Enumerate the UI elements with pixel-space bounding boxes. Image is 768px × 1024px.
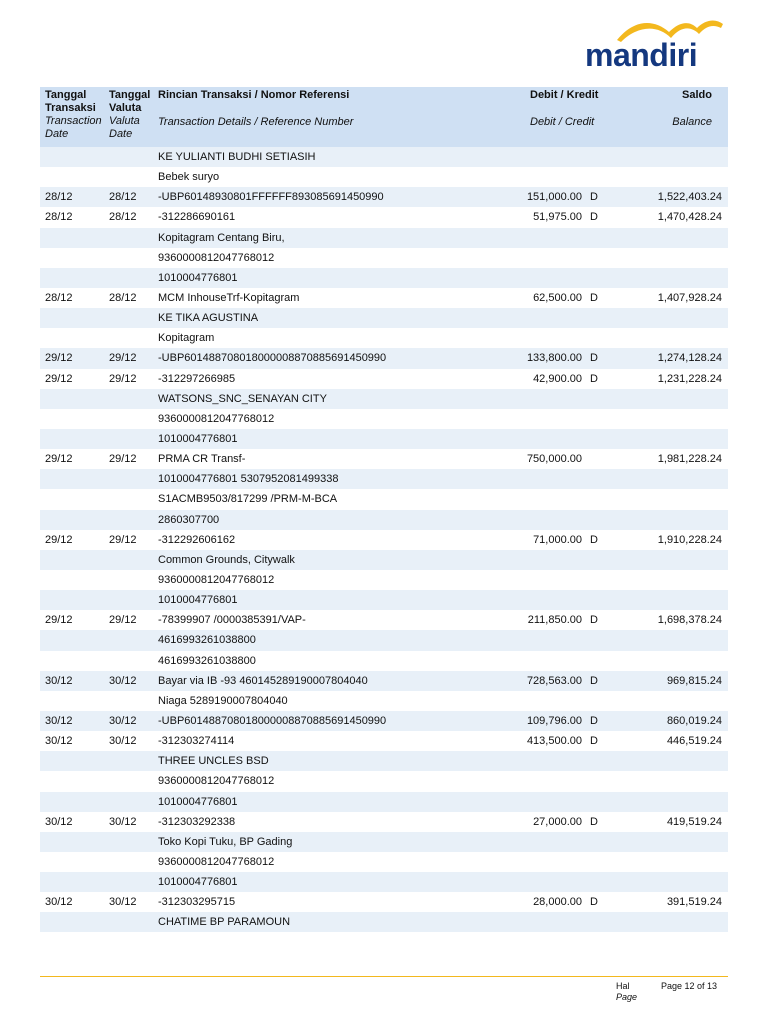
table-row (40, 510, 728, 530)
row-date: 30/12 (45, 674, 73, 687)
footer-hal: Hal Page (616, 981, 638, 1002)
row-amount: 71,000.00 (533, 533, 582, 546)
row-date: 30/12 (45, 714, 73, 727)
row-description: 1010004776801 (158, 876, 238, 889)
row-amount: 51,975.00 (533, 211, 582, 224)
table-row (40, 369, 728, 389)
row-description: KE YULIANTI BUDHI SETIASIH (158, 151, 316, 163)
row-amount: 750,000.00 (526, 453, 582, 466)
row-description: 1010004776801 5307952081499338 (158, 473, 339, 486)
table-row (40, 630, 728, 650)
row-description: PRMA CR Transf- (158, 453, 246, 466)
row-valuta-date: 28/12 (109, 291, 137, 304)
row-debit-credit-flag: D (590, 191, 598, 204)
row-description: KE TIKA AGUSTINA (158, 312, 259, 325)
row-description: 1010004776801 (158, 271, 238, 284)
row-valuta-date: 30/12 (109, 674, 137, 687)
table-row (40, 530, 728, 550)
mandiri-logo (585, 16, 725, 73)
row-valuta-date: 30/12 (109, 815, 137, 828)
row-description: -312286690161 (158, 211, 236, 224)
table-row (40, 671, 728, 691)
table-row (40, 792, 728, 812)
row-amount: 151,000.00 (526, 191, 582, 204)
row-date: 28/12 (45, 191, 73, 204)
row-balance: 969,815.24 (666, 674, 722, 687)
table-row (40, 228, 728, 248)
row-description: 1010004776801 (158, 594, 238, 607)
table-row (40, 167, 728, 187)
row-description: WATSONS_SNC_SENAYAN CITY (158, 392, 327, 405)
row-description: 2860307700 (158, 513, 220, 526)
row-balance: 1,274,128.24 (657, 352, 722, 365)
row-description: S1ACMB9503/817299 /PRM-M-BCA (158, 493, 338, 506)
footer-divider (40, 976, 728, 977)
table-row (40, 570, 728, 590)
row-description: -312303274114 (158, 735, 235, 748)
table-row (40, 812, 728, 832)
row-amount: 27,000.00 (533, 815, 582, 828)
row-debit-credit-flag: D (590, 372, 598, 385)
row-amount: 413,500.00 (526, 735, 582, 748)
row-valuta-date: 29/12 (109, 614, 137, 627)
row-debit-credit-flag: D (590, 674, 598, 687)
table-row (40, 288, 728, 308)
row-valuta-date: 28/12 (109, 211, 137, 224)
row-description: Bebek suryo (158, 171, 220, 184)
table-row (40, 449, 728, 469)
row-debit-credit-flag: D (590, 714, 598, 727)
row-description: -312297266985 (158, 372, 236, 385)
logo-text: mandiri (585, 37, 698, 73)
table-header (40, 87, 728, 147)
row-debit-credit-flag: D (590, 291, 598, 304)
table-row (40, 711, 728, 731)
table-row (40, 389, 728, 409)
header-tanggal-valuta: Tanggal Valuta Valuta Date (109, 89, 151, 140)
transaction-table (40, 147, 728, 932)
row-amount: 133,800.00 (526, 352, 582, 365)
row-balance: 1,910,228.24 (657, 533, 722, 546)
row-description: 9360000812047768012 (158, 412, 275, 425)
table-row (40, 590, 728, 610)
header-rincian: Rincian Transaksi / Nomor Referensi Transaction Details / Reference Number (158, 89, 354, 128)
row-balance: 446,519.24 (666, 735, 722, 748)
table-row (40, 308, 728, 328)
table-row (40, 691, 728, 711)
row-date: 29/12 (45, 453, 73, 466)
row-description: 4616993261038800 (158, 634, 256, 647)
table-row (40, 892, 728, 912)
row-amount: 62,500.00 (533, 291, 582, 304)
row-description: 4616993261038800 (158, 654, 256, 667)
row-description: -UBP60148870801800000887088569145099​0 (158, 714, 387, 727)
row-debit-credit-flag: D (590, 352, 598, 365)
row-date: 29/12 (45, 352, 73, 365)
table-row (40, 348, 728, 368)
row-valuta-date: 30/12 (109, 735, 137, 748)
row-description: 9360000812047768012 (158, 855, 275, 868)
row-description: -312303292338 (158, 815, 236, 828)
row-description: -312303295715 (158, 896, 236, 909)
table-row (40, 852, 728, 872)
row-description: 9360000812047768012 (158, 775, 275, 788)
table-row (40, 429, 728, 449)
page-number: Page 12 of 13 (661, 981, 718, 991)
row-valuta-date: 30/12 (109, 896, 137, 909)
table-row (40, 187, 728, 207)
row-description: MCM InhouseTrf-Kopitagram (158, 291, 300, 304)
row-date: 30/12 (45, 735, 73, 748)
row-date: 29/12 (45, 372, 73, 385)
row-balance: 391,519.24 (666, 896, 722, 909)
row-debit-credit-flag: D (590, 211, 598, 224)
row-balance: 860,019.24 (666, 714, 722, 727)
row-amount: 728,563.00 (526, 674, 582, 687)
table-row (40, 147, 728, 167)
row-description: 9360000812047768012 (158, 573, 275, 586)
row-debit-credit-flag: D (590, 896, 598, 909)
row-description: Toko Kopi Tuku, BP Gading (158, 835, 293, 848)
row-balance: 1,470,428.24 (657, 211, 722, 224)
table-row (40, 409, 728, 429)
row-date: 30/12 (45, 815, 73, 828)
row-valuta-date: 29/12 (109, 372, 137, 385)
row-balance: 1,698,378.24 (657, 614, 722, 627)
row-description: CHATIME BP PARAMOUN (158, 916, 291, 929)
row-description: 1010004776801 (158, 795, 238, 808)
row-description: -UBP60148870801800000887088569145099​0 (158, 352, 387, 365)
row-valuta-date: 29/12 (109, 352, 137, 365)
row-balance: 1,231,228.24 (657, 372, 722, 385)
row-description: -78399907 /0000385391/VAP- (158, 614, 306, 627)
row-description: -312292606162 (158, 533, 236, 546)
row-date: 28/12 (45, 291, 73, 304)
table-row (40, 832, 728, 852)
row-valuta-date: 28/12 (109, 191, 137, 204)
row-description: Niaga 5289190007804040 (158, 694, 288, 707)
row-valuta-date: 29/12 (109, 453, 137, 466)
row-date: 28/12 (45, 211, 73, 224)
row-debit-credit-flag: D (590, 815, 598, 828)
table-row (40, 872, 728, 892)
row-valuta-date: 29/12 (109, 533, 137, 546)
row-debit-credit-flag: D (590, 735, 598, 748)
header-tanggal-transaksi: Tanggal Transaksi Transaction Date (45, 89, 102, 140)
row-description: Kopitagram (158, 332, 215, 345)
row-date: 30/12 (45, 896, 73, 909)
row-description: Bayar via IB -93 460145289190007804040 (158, 674, 368, 687)
table-row (40, 328, 728, 348)
row-description: 1010004776801 (158, 432, 238, 445)
row-date: 29/12 (45, 614, 73, 627)
table-row (40, 489, 728, 509)
table-row (40, 268, 728, 288)
table-row (40, 651, 728, 671)
table-row (40, 469, 728, 489)
table-row (40, 751, 728, 771)
row-balance: 1,981,228.24 (657, 453, 722, 466)
row-balance: 1,407,928.24 (657, 291, 722, 304)
row-debit-credit-flag: D (590, 533, 598, 546)
row-description: Common Grounds, Citywalk (158, 553, 295, 566)
row-description: Kopitagram Centang Biru, (158, 231, 285, 244)
table-row (40, 550, 728, 570)
row-description: -UBP60148930801FFFFFF893085691450990 (158, 191, 384, 204)
header-debit-kredit: Debit / Kredit Debit / Credit (530, 89, 599, 128)
row-amount: 109,796.00 (526, 714, 582, 727)
row-amount: 42,900.00 (533, 372, 582, 385)
row-valuta-date: 30/12 (109, 714, 137, 727)
row-description: THREE UNCLES BSD (158, 755, 269, 768)
row-amount: 211,850.00 (527, 614, 582, 627)
row-date: 29/12 (45, 533, 73, 546)
table-row (40, 771, 728, 791)
table-row (40, 207, 728, 227)
row-balance: 1,522,403.24 (657, 191, 722, 204)
header-saldo: Saldo Balance (672, 89, 712, 128)
row-debit-credit-flag: D (590, 614, 598, 627)
row-amount: 28,000.00 (533, 896, 582, 909)
table-row (40, 610, 728, 630)
table-row (40, 731, 728, 751)
table-row (40, 912, 728, 932)
table-row (40, 248, 728, 268)
row-description: 9360000812047768012 (158, 251, 275, 264)
row-balance: 419,519.24 (666, 815, 722, 828)
